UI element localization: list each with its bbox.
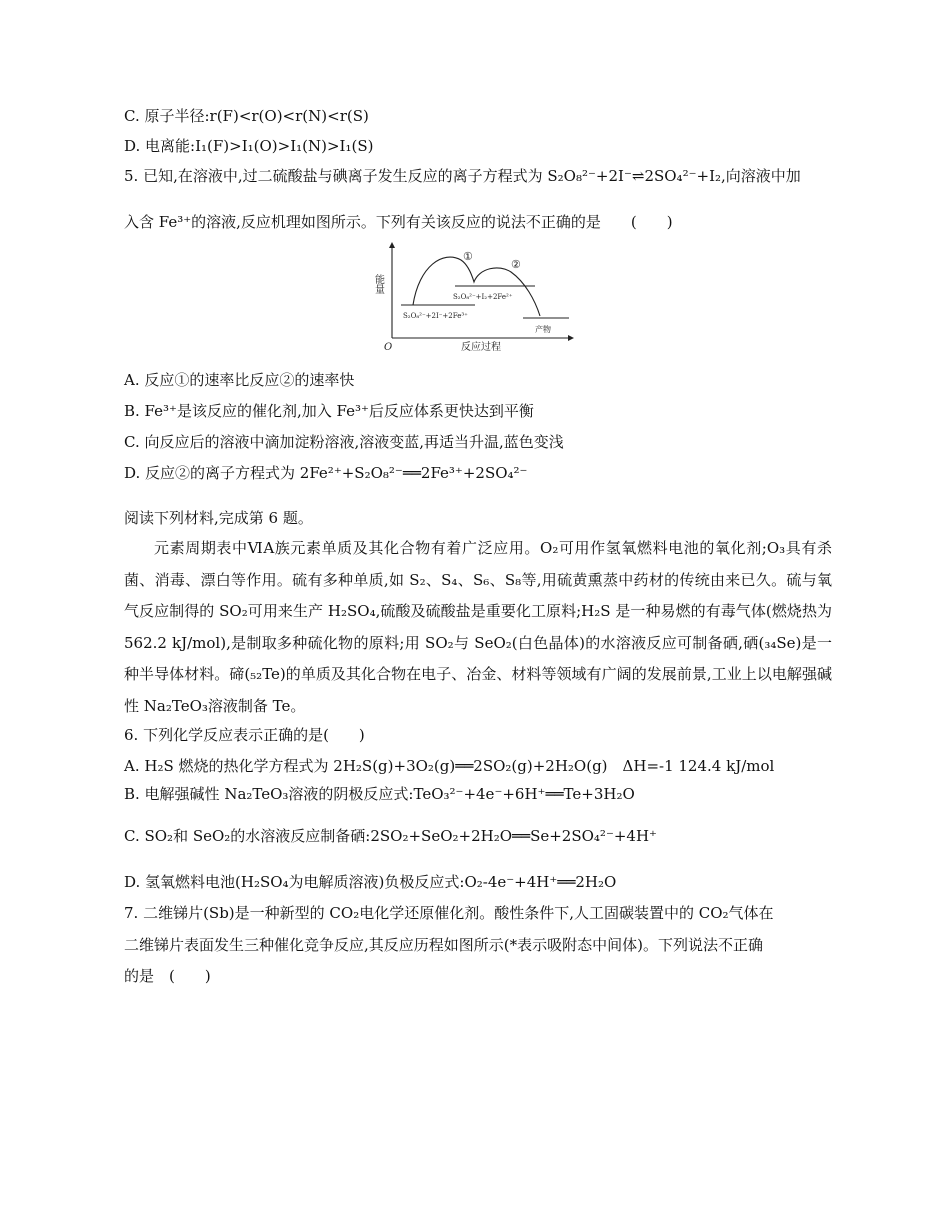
q6-option-d: D. 氢氧燃料电池(H₂SO₄为电解质溶液)负极反应式:O₂-4e⁻+4H⁺══2H₂O — [124, 873, 617, 891]
q7-stem-line1: 7. 二维锑片(Sb)是一种新型的 CO₂电化学还原催化剂。酸性条件下,人工固碳装置中的 CO₂气体在 — [124, 904, 774, 922]
y-axis-label: 能量 — [372, 274, 384, 294]
q4-option-d: D. 电离能:I₁(F)>I₁(O)>I₁(N)>I₁(S) — [124, 137, 374, 155]
reading-passage: 元素周期表中ⅥA族元素单质及其化合物有着广泛应用。O₂可用作氢氧燃料电池的氧化剂;O₃具有杀菌、消毒、漂白等作用。硫有多种单质,如 S₂、S₄、S₆、S₈等,用硫黄熏蒸中药材的传统由来已久。硫与氧气反应制得的 SO₂可用来生产 H₂SO₄,硫酸及硫酸盐是重要化工原料;H₂S 是一种易燃的有毒气体(燃烧热为 562.2 kJ/mol),是制取多种硫化物的原料;用 SO₂与 SeO₂(白色晶体)的水溶液反应可制备硒,硒(₃₄Se)是一种半导体材料。碲(₅₂Te)的单质及其化合物在电子、冶金、材料等领域有广阔的发展前景,工业上以电解强碱性 Na₂TeO₃溶液制备 Te。 — [124, 539, 832, 715]
q7-stem-line3: 的是 ( ) — [124, 967, 211, 985]
products-label: 产物 — [535, 325, 551, 334]
q5-option-b: B. Fe³⁺是该反应的催化剂,加入 Fe³⁺后反应体系更快达到平衡 — [124, 402, 534, 420]
energy-profile-figure — [372, 238, 575, 353]
q5-option-a: A. 反应①的速率比反应②的速率快 — [124, 371, 355, 389]
q5-stem-line2: 入含 Fe³⁺的溶液,反应机理如图所示。下列有关该反应的说法不正确的是 ( ) — [124, 213, 673, 231]
origin-label: O — [384, 342, 393, 353]
reactants-label: S₂O₈²⁻+2I⁻+2Fe³⁺ — [403, 312, 468, 320]
q6-option-b: B. 电解强碱性 Na₂TeO₃溶液的阴极反应式:TeO₃²⁻+4e⁻+6H⁺══Te+3H₂O — [124, 785, 635, 803]
peak1-label: ① — [463, 250, 473, 263]
energy-curve — [413, 257, 540, 316]
q5-option-d: D. 反应②的离子方程式为 2Fe²⁺+S₂O₈²⁻══2Fe³⁺+2SO₄²⁻ — [124, 464, 528, 482]
q4-option-c: C. 原子半径:r(F)<r(O)<r(N)<r(S) — [124, 107, 369, 125]
q6-option-c: C. SO₂和 SeO₂的水溶液反应制备硒:2SO₂+SeO₂+2H₂O══Se+2SO₄²⁻+4H⁺ — [124, 827, 657, 845]
q6-option-a: A. H₂S 燃烧的热化学方程式为 2H₂S(g)+3O₂(g)══2SO₂(g)+2H₂O(g) ΔH=-1 124.4 kJ/mol — [124, 757, 775, 775]
q6-stem: 6. 下列化学反应表示正确的是( ) — [124, 726, 365, 744]
q7-stem-line2: 二维锑片表面发生三种催化竞争反应,其反应历程如图所示(*表示吸附态中间体)。下列说法不正确 — [124, 936, 763, 954]
x-axis-label: 反应过程 — [461, 342, 501, 353]
q5-option-c: C. 向反应后的溶液中滴加淀粉溶液,溶液变蓝,再适当升温,蓝色变浅 — [124, 433, 564, 451]
reading-intro: 阅读下列材料,完成第 6 题。 — [124, 509, 313, 527]
intermediate-label: S₂O₈²⁻+I₂+2Fe²⁺ — [453, 293, 513, 301]
q5-stem-line1: 5. 已知,在溶液中,过二硫酸盐与碘离子发生反应的离子方程式为 S₂O₈²⁻+2I⁻⇌2SO₄²⁻+I₂,向溶液中加 — [124, 167, 801, 185]
peak2-label: ② — [511, 258, 521, 271]
